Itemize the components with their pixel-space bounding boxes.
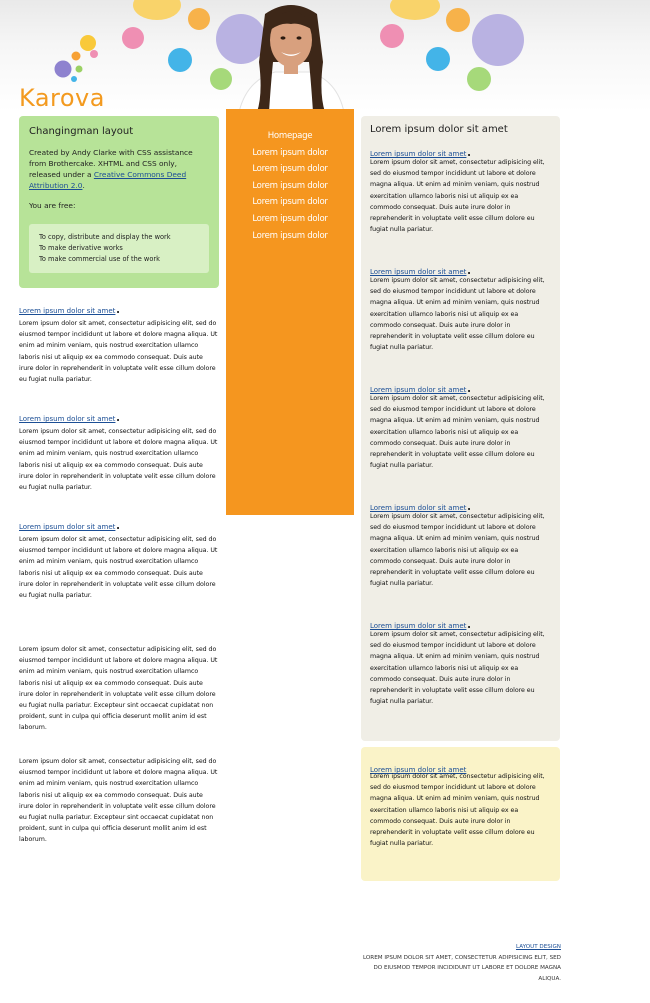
free-label: You are free: bbox=[29, 201, 76, 210]
article-link[interactable]: Lorem ipsum dolor sit amet bbox=[19, 415, 116, 423]
right-sidebar: Lorem ipsum dolor sit amet Lorem ipsum dolor sit amet. Lorem ipsum dolor sit amet, consectetur adipisicing elit, sed do eiusmod tempor incididunt ut labore et dolore magna aliqua. Ut enim ad minim veniam, quis nostrud exercitation ullamco laboris nisi ut aliquip ex ea commodo consequat. Duis aute irure dolor in reprehenderit in voluptate velit esse cillum dolore eu fugiat nulla pariatur. Lorem ipsum dolor sit amet. Lorem ipsum dolor sit amet, consectetur adipisicing elit, sed do eiusmod tempor incididunt ut labore et dolore magna aliqua. Ut enim ad minim veniam, quis nostrud exercitation ullamco laboris nisi ut aliquip ex ea commodo consequat. Duis aute irure dolor in reprehenderit in voluptate velit esse cillum dolore eu fugiat nulla pariatur. Lorem ipsum dolor sit amet. Lorem ipsum dolor sit amet, consectetur adipisicing elit, sed do eiusmod tempor incididunt ut labore et dolore magna aliqua. Ut enim ad minim veniam, quis nostrud exercitation ullamco laboris nisi ut aliquip ex ea commodo consequat. Duis aute irure dolor in reprehenderit in voluptate velit esse cillum dolore eu fugiat nulla pariatur. Lorem ipsum dolor sit amet. Lorem ipsum dolor sit amet, consectetur adipisicing elit, sed do eiusmod tempor incididunt ut labore et dolore magna aliqua. Ut enim ad minim veniam, quis nostrud exercitation ullamco laboris nisi ut aliquip ex ea commodo consequat. Duis aute irure dolor in reprehenderit in voluptate velit esse cillum dolore eu fugiat nulla pariatur. Lorem ipsum dolor sit amet. Lorem ipsum dolor sit amet, consectetur adipisicing elit, sed do eiusmod tempor incididunt ut labore et dolore magna aliqua. Ut enim ad minim veniam, quis nostrud exercitation ullamco laboris nisi ut aliquip ex ea commodo consequat. Duis aute irure dolor in reprehenderit in voluptate velit esse cillum dolore eu fugiat nulla pariatur. bbox=[361, 116, 560, 741]
site-logo[interactable]: Karova bbox=[19, 84, 105, 112]
decor-bubble bbox=[472, 14, 524, 66]
article-paragraph: Lorem ipsum dolor sit amet, consectetur adipisicing elit, sed do eiusmod tempor incididunt ut labore et dolore magna aliqua. Ut enim ad minim veniam, quis nostrud exercitation ullamco laboris nisi ut aliquip ex ea commodo consequat. Duis aute irure dolor in reprehenderit in voluptate velit esse cillum dolore eu fugiat nulla pariatur. Excepteur sint occaecat cupidatat non proident, sunt in culpa qui officia deserunt mollit anim id est laborum. bbox=[19, 646, 218, 732]
nav-item[interactable]: Lorem ipsum dolor bbox=[252, 213, 328, 224]
left-content: Lorem ipsum dolor sit amet. Lorem ipsum dolor sit amet, consectetur adipisicing elit, sed do eiusmod tempor incididunt ut labore et dolore magna aliqua. Ut enim ad minim veniam, quis nostrud exercitation ullamco laboris nisi ut aliquip ex ea commodo consequat. Duis aute irure dolor in reprehenderit in voluptate velit esse cillum dolore eu fugiat nulla pariatur. Lorem ipsum dolor sit amet. Lorem ipsum dolor sit amet, consectetur adipisicing elit, sed do eiusmod tempor incididunt ut labore et dolore magna aliqua. Ut enim ad minim veniam, quis nostrud exercitation ullamco laboris nisi ut aliquip ex ea commodo consequat. Duis aute irure dolor in reprehenderit in voluptate velit esse cillum dolore eu fugiat nulla pariatur. Lorem ipsum dolor sit amet. Lorem ipsum dolor sit amet, consectetur adipisicing elit, sed do eiusmod tempor incididunt ut labore et dolore magna aliqua. Ut enim ad minim veniam, quis nostrud exercitation ullamco laboris nisi ut aliquip ex ea commodo consequat. Duis aute irure dolor in reprehenderit in voluptate velit esse cillum dolore eu fugiat nulla pariatur. Lorem ipsum dolor sit amet, consectetur adipisicing elit, sed do eiusmod tempor incididunt ut labore et dolore magna aliqua. Ut enim ad minim veniam, quis nostrud exercitation ullamco laboris nisi ut aliquip ex ea commodo consequat. Duis aute irure dolor in reprehenderit in voluptate velit esse cillum dolore eu fugiat nulla pariatur. Excepteur sint occaecat cupidatat non proident, sunt in culpa qui officia deserunt mollit anim id est laborum. Lorem ipsum dolor sit amet, consectetur adipisicing elit, sed do eiusmod tempor incididunt ut labore et dolore magna aliqua. Ut enim ad minim veniam, quis nostrud exercitation ullamco laboris nisi ut aliquip ex ea commodo consequat. Duis aute irure dolor in reprehenderit in voluptate velit esse cillum dolore eu fugiat nulla pariatur. Excepteur sint occaecat cupidatat non proident, sunt in culpa qui officia deserunt mollit anim id est laborum. bbox=[19, 298, 219, 846]
freedom-item: To copy, distribute and display the work bbox=[39, 233, 171, 241]
article-paragraph: Lorem ipsum dolor sit amet, consectetur adipisicing elit, sed do eiusmod tempor incididunt ut labore et dolore magna aliqua. Ut enim ad minim veniam, quis nostrud exercitation ullamco laboris nisi ut aliquip ex ea commodo consequat. Duis aute irure dolor in reprehenderit in voluptate velit esse cillum dolore eu fugiat nulla pariatur. bbox=[19, 320, 218, 384]
note-paragraph: Lorem ipsum dolor sit amet, consectetur adipisicing elit, sed do eiusmod tempor incididunt ut labore et dolore magna aliqua. Ut enim ad minim veniam, quis nostrud exercitation ullamco laboris nisi ut aliquip ex ea commodo consequat. Duis aute irure dolor in reprehenderit in voluptate velit esse cillum dolore eu fugiat nulla pariatur. bbox=[370, 773, 545, 848]
nav-column bbox=[226, 109, 354, 515]
freedom-item: To make derivative works bbox=[39, 244, 123, 252]
sidebar-paragraph: Lorem ipsum dolor sit amet, consectetur adipisicing elit, sed do eiusmod tempor incididunt ut labore et dolore magna aliqua. Ut enim ad minim veniam, quis nostrud exercitation ullamco laboris nisi ut aliquip ex ea commodo consequat. Duis aute irure dolor in reprehenderit in voluptate velit esse cillum dolore eu fugiat nulla pariatur. bbox=[370, 513, 545, 588]
logo-mark bbox=[52, 34, 107, 84]
article-paragraph: Lorem ipsum dolor sit amet, consectetur adipisicing elit, sed do eiusmod tempor incididunt ut labore et dolore magna aliqua. Ut enim ad minim veniam, quis nostrud exercitation ullamco laboris nisi ut aliquip ex ea commodo consequat. Duis aute irure dolor in reprehenderit in voluptate velit esse cillum dolore eu fugiat nulla pariatur. Excepteur sint occaecat cupidatat non proident, sunt in culpa qui officia deserunt mollit anim id est laborum. bbox=[19, 758, 218, 844]
decor-bubble bbox=[122, 27, 144, 49]
note-box bbox=[361, 747, 560, 881]
nav-item[interactable]: Lorem ipsum dolor bbox=[252, 197, 328, 208]
page-header bbox=[0, 0, 650, 112]
main-nav bbox=[226, 128, 354, 244]
footer-text: LOREM IPSUM DOLOR SIT AMET, CONSECTETUR ADIPISICING ELIT, SED DO EIUSMOD TEMPOR INCIDIDUNT UT LABORE ET DOLORE MAGNA ALIQUA. bbox=[362, 954, 561, 982]
license-link[interactable]: Creative Commons Deed Attribution 2.0 bbox=[29, 170, 187, 190]
sidebar-paragraph: Lorem ipsum dolor sit amet, consectetur adipisicing elit, sed do eiusmod tempor incididunt ut labore et dolore magna aliqua. Ut enim ad minim veniam, quis nostrud exercitation ullamco laboris nisi ut aliquip ex ea commodo consequat. Duis aute irure dolor in reprehenderit in voluptate velit esse cillum dolore eu fugiat nulla pariatur. bbox=[370, 277, 545, 352]
decor-bubble bbox=[390, 0, 440, 20]
decor-bubble bbox=[168, 48, 192, 72]
nav-item[interactable]: Lorem ipsum dolor bbox=[252, 230, 328, 241]
sidebar-link[interactable]: Lorem ipsum dolor sit amet bbox=[370, 386, 467, 394]
intro-title: Changingman layout bbox=[29, 126, 134, 137]
decor-bubble bbox=[380, 24, 404, 48]
decor-bubble bbox=[426, 47, 450, 71]
sidebar-link[interactable]: Lorem ipsum dolor sit amet bbox=[370, 622, 467, 630]
article-link[interactable]: Lorem ipsum dolor sit amet bbox=[19, 307, 116, 315]
sidebar-link[interactable]: Lorem ipsum dolor sit amet bbox=[370, 150, 467, 158]
decor-bubble bbox=[133, 0, 181, 20]
sidebar-paragraph: Lorem ipsum dolor sit amet, consectetur adipisicing elit, sed do eiusmod tempor incididunt ut labore et dolore magna aliqua. Ut enim ad minim veniam, quis nostrud exercitation ullamco laboris nisi ut aliquip ex ea commodo consequat. Duis aute irure dolor in reprehenderit in voluptate velit esse cillum dolore eu fugiat nulla pariatur. bbox=[370, 159, 545, 234]
intro-credit-text: Created by Andy Clarke with CSS assistance from Brothercake. XHTML and CSS only, released under a bbox=[29, 148, 193, 179]
note-link[interactable]: Lorem ipsum dolor sit amet bbox=[370, 766, 467, 774]
page-footer bbox=[361, 942, 561, 984]
intro-credit: Created by Andy Clarke with CSS assistance from Brothercake. XHTML and CSS only, released under a Creative Commons Deed Attribution 2.0. bbox=[29, 148, 193, 190]
footer-link[interactable]: LAYOUT DESIGN bbox=[515, 944, 561, 950]
freedom-item: To make commercial use of the work bbox=[39, 255, 160, 263]
decor-bubble bbox=[446, 8, 470, 32]
article-paragraph: Lorem ipsum dolor sit amet, consectetur adipisicing elit, sed do eiusmod tempor incididunt ut labore et dolore magna aliqua. Ut enim ad minim veniam, quis nostrud exercitation ullamco laboris nisi ut aliquip ex ea commodo consequat. Duis aute irure dolor in reprehenderit in voluptate velit esse cillum dolore eu fugiat nulla pariatur. bbox=[19, 428, 218, 492]
sidebar-paragraph: Lorem ipsum dolor sit amet, consectetur adipisicing elit, sed do eiusmod tempor incididunt ut labore et dolore magna aliqua. Ut enim ad minim veniam, quis nostrud exercitation ullamco laboris nisi ut aliquip ex ea commodo consequat. Duis aute irure dolor in reprehenderit in voluptate velit esse cillum dolore eu fugiat nulla pariatur. bbox=[370, 631, 545, 706]
article-link[interactable]: Lorem ipsum dolor sit amet bbox=[19, 523, 116, 531]
nav-item[interactable]: Lorem ipsum dolor bbox=[252, 147, 328, 158]
sidebar-link[interactable]: Lorem ipsum dolor sit amet bbox=[370, 504, 467, 512]
sidebar-title: Lorem ipsum dolor sit amet bbox=[370, 124, 508, 135]
sidebar-link[interactable]: Lorem ipsum dolor sit amet bbox=[370, 268, 467, 276]
header-photo bbox=[229, 2, 354, 112]
nav-item[interactable]: Lorem ipsum dolor bbox=[252, 180, 328, 191]
nav-item[interactable]: Lorem ipsum dolor bbox=[252, 164, 328, 175]
decor-bubble bbox=[188, 8, 210, 30]
decor-bubble bbox=[467, 67, 491, 91]
intro-box bbox=[19, 116, 219, 288]
nav-item-homepage[interactable]: Homepage bbox=[267, 131, 313, 141]
sidebar-paragraph: Lorem ipsum dolor sit amet, consectetur adipisicing elit, sed do eiusmod tempor incididunt ut labore et dolore magna aliqua. Ut enim ad minim veniam, quis nostrud exercitation ullamco laboris nisi ut aliquip ex ea commodo consequat. Duis aute irure dolor in reprehenderit in voluptate velit esse cillum dolore eu fugiat nulla pariatur. bbox=[370, 395, 545, 470]
freedoms-list bbox=[29, 224, 209, 273]
article-paragraph: Lorem ipsum dolor sit amet, consectetur adipisicing elit, sed do eiusmod tempor incididunt ut labore et dolore magna aliqua. Ut enim ad minim veniam, quis nostrud exercitation ullamco laboris nisi ut aliquip ex ea commodo consequat. Duis aute irure dolor in reprehenderit in voluptate velit esse cillum dolore eu fugiat nulla pariatur. bbox=[19, 536, 218, 600]
